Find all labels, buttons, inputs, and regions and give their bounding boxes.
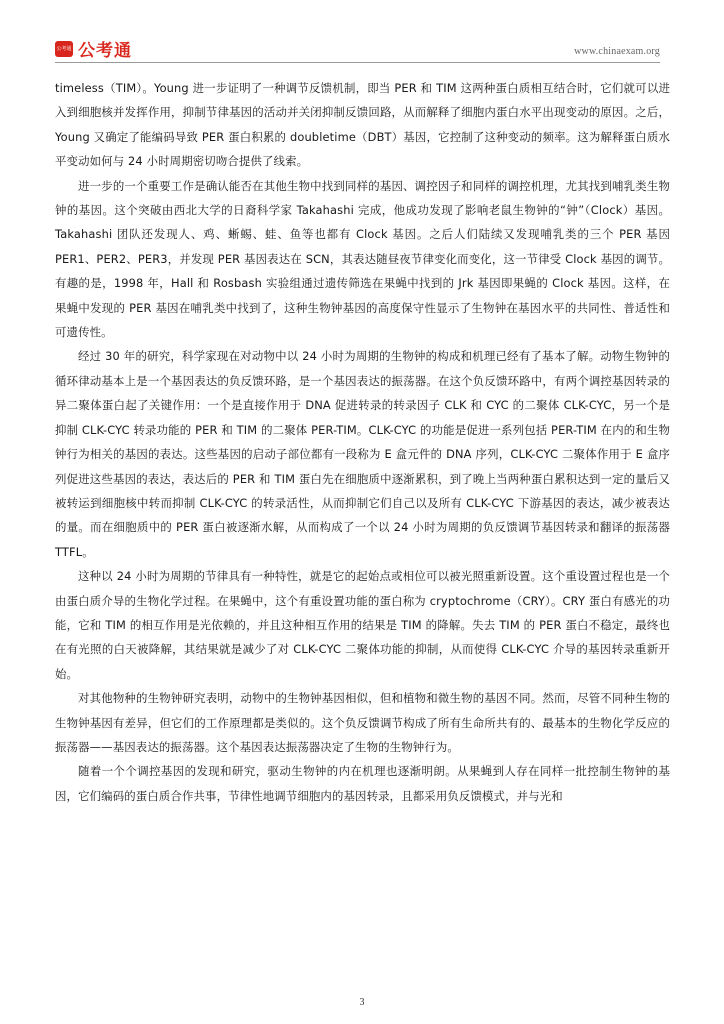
logo[interactable] — [55, 36, 132, 61]
logo-badge: 公考通 — [55, 41, 73, 57]
page-number: 3 — [359, 997, 365, 1008]
page-header — [0, 0, 724, 64]
paragraph: 进一步的一个重要工作是确认能否在其他生物中找到同样的基因、调控因子和同样的调控机理，尤其找到哺乳类生物钟的基因。这个突破由西北大学的日裔科学家 Takahashi 完成，他成功发现了影响老鼠生物钟的“钟”（Clock）基因。Takahashi 团队还发现人、鸡、蜥蜴、蛙、鱼等也都有 Clock 基因。之后人们陆续又发现哺乳类的三个 PER 基因 PER1、PER2、PER3，并发现 PER 基因表达在 SCN，其表达随昼夜节律变化而变化，这一节律受 Clock 基因的调节。有趣的是，1998 年，Hall 和 Rosbash 实验组通过遗传筛选在果蝇中找到的 Jrk 基因即果蝇的 Clock 基因。这样，在果蝇中发现的 PER 基因在哺乳类中找到了，这种生物钟基因的高度保守性显示了生物钟在基因水平的共同性、普适性和可遗传性。 — [55, 178, 670, 340]
paragraph: 对其他物种的生物钟研究表明，动物中的生物钟基因相似，但和植物和微生物的基因不同。然而，尽管不同种生物的生物钟基因有差异，但它们的工作原理都是类似的。这个负反馈调节构成了所有生命所共有的、最基本的生物化学反应的振荡器——基因表达的振荡器。这个基因表达振荡器决定了生物的生物钟行为。 — [55, 691, 670, 754]
site-url[interactable]: www.chinaexam.org — [574, 46, 660, 57]
paragraph: 经过 30 年的研究，科学家现在对动物中以 24 小时为周期的生物钟的构成和机理已经有了基本了解。动物生物钟的循环律动基本上是一个基因表达的负反馈环路，是一个基因表达的振荡器。在这个负反馈环路中，有两个调控基因转录的异二聚体蛋白起了关键作用：一个是直接作用于 DNA 促进转录的转录因子 CLK 和 CYC 的二聚体 CLK-CYC，另一个是抑制 CLK-CYC 转录功能的 PER 和 TIM 的二聚体 PER-TIM。CLK-CYC 的功能是促进一系列包括 PER-TIM 在内的和生物钟行为相关的基因的表达。这些基因的启动子部位都有一段称为 E 盒元件的 DNA 序列，CLK-CYC 二聚体作用于 E 盒序列促进这些基因的表达，表达后的 PER 和 TIM 蛋白先在细胞质中逐渐累积，到了晚上当两种蛋白累积达到一定的量后又被转运到细胞核中转而抑制 CLK-CYC 的转录活性，从而抑制它们自己以及所有 CLK-CYC 下游基因的表达，减少被表达的量。而在细胞质中的 PER 蛋白被逐渐水解，从而构成了一个以 24 小时为周期的负反馈调节基因转录和翻译的振荡器 TTFL。 — [55, 349, 670, 559]
paragraph: timeless（TIM）。Young 进一步证明了一种调节反馈机制，即当 PER 和 TIM 这两种蛋白质相互结合时，它们就可以进入到细胞核并发挥作用，抑制节律基因的活动并关闭抑制反馈回路，从而解释了细胞内蛋白水平出现变动的原因。之后，Young 又确定了能编码导致 PER 蛋白积累的 doubletime（DBT）基因，它控制了这种变动的频率。这为解释蛋白质水平变动如何与 24 小时周期密切吻合提供了线索。 — [55, 81, 670, 169]
paragraph: 随着一个个调控基因的发现和研究，驱动生物钟的内在机理也逐渐明朗。从果蝇到人存在同样一批控制生物钟的基因，它们编码的蛋白质合作共事，节律性地调节细胞内的基因转录，且都采用负反馈模式，并与光和 — [55, 764, 670, 803]
document-body — [55, 76, 670, 808]
logo-text: 公考通 — [78, 41, 132, 61]
paragraph: 这种以 24 小时为周期的节律具有一种特性，就是它的起始点或相位可以被光照重新设置。这个重设置过程也是一个由蛋白质介导的生物化学过程。在果蝇中，这个有重设置功能的蛋白称为 cryptochrome（CRY）。CRY 蛋白有感光的功能，它和 TIM 的相互作用是光依赖的，并且这种相互作用的结果是 TIM 的降解。失去 TIM 的 PER 蛋白不稳定，最终也在有光照的白天被降解，其结果就是减少了对 CLK-CYC 二聚体功能的抑制，从而使得 CLK-CYC 介导的基因转录重新开始。 — [55, 569, 670, 681]
header-divider — [55, 62, 660, 63]
